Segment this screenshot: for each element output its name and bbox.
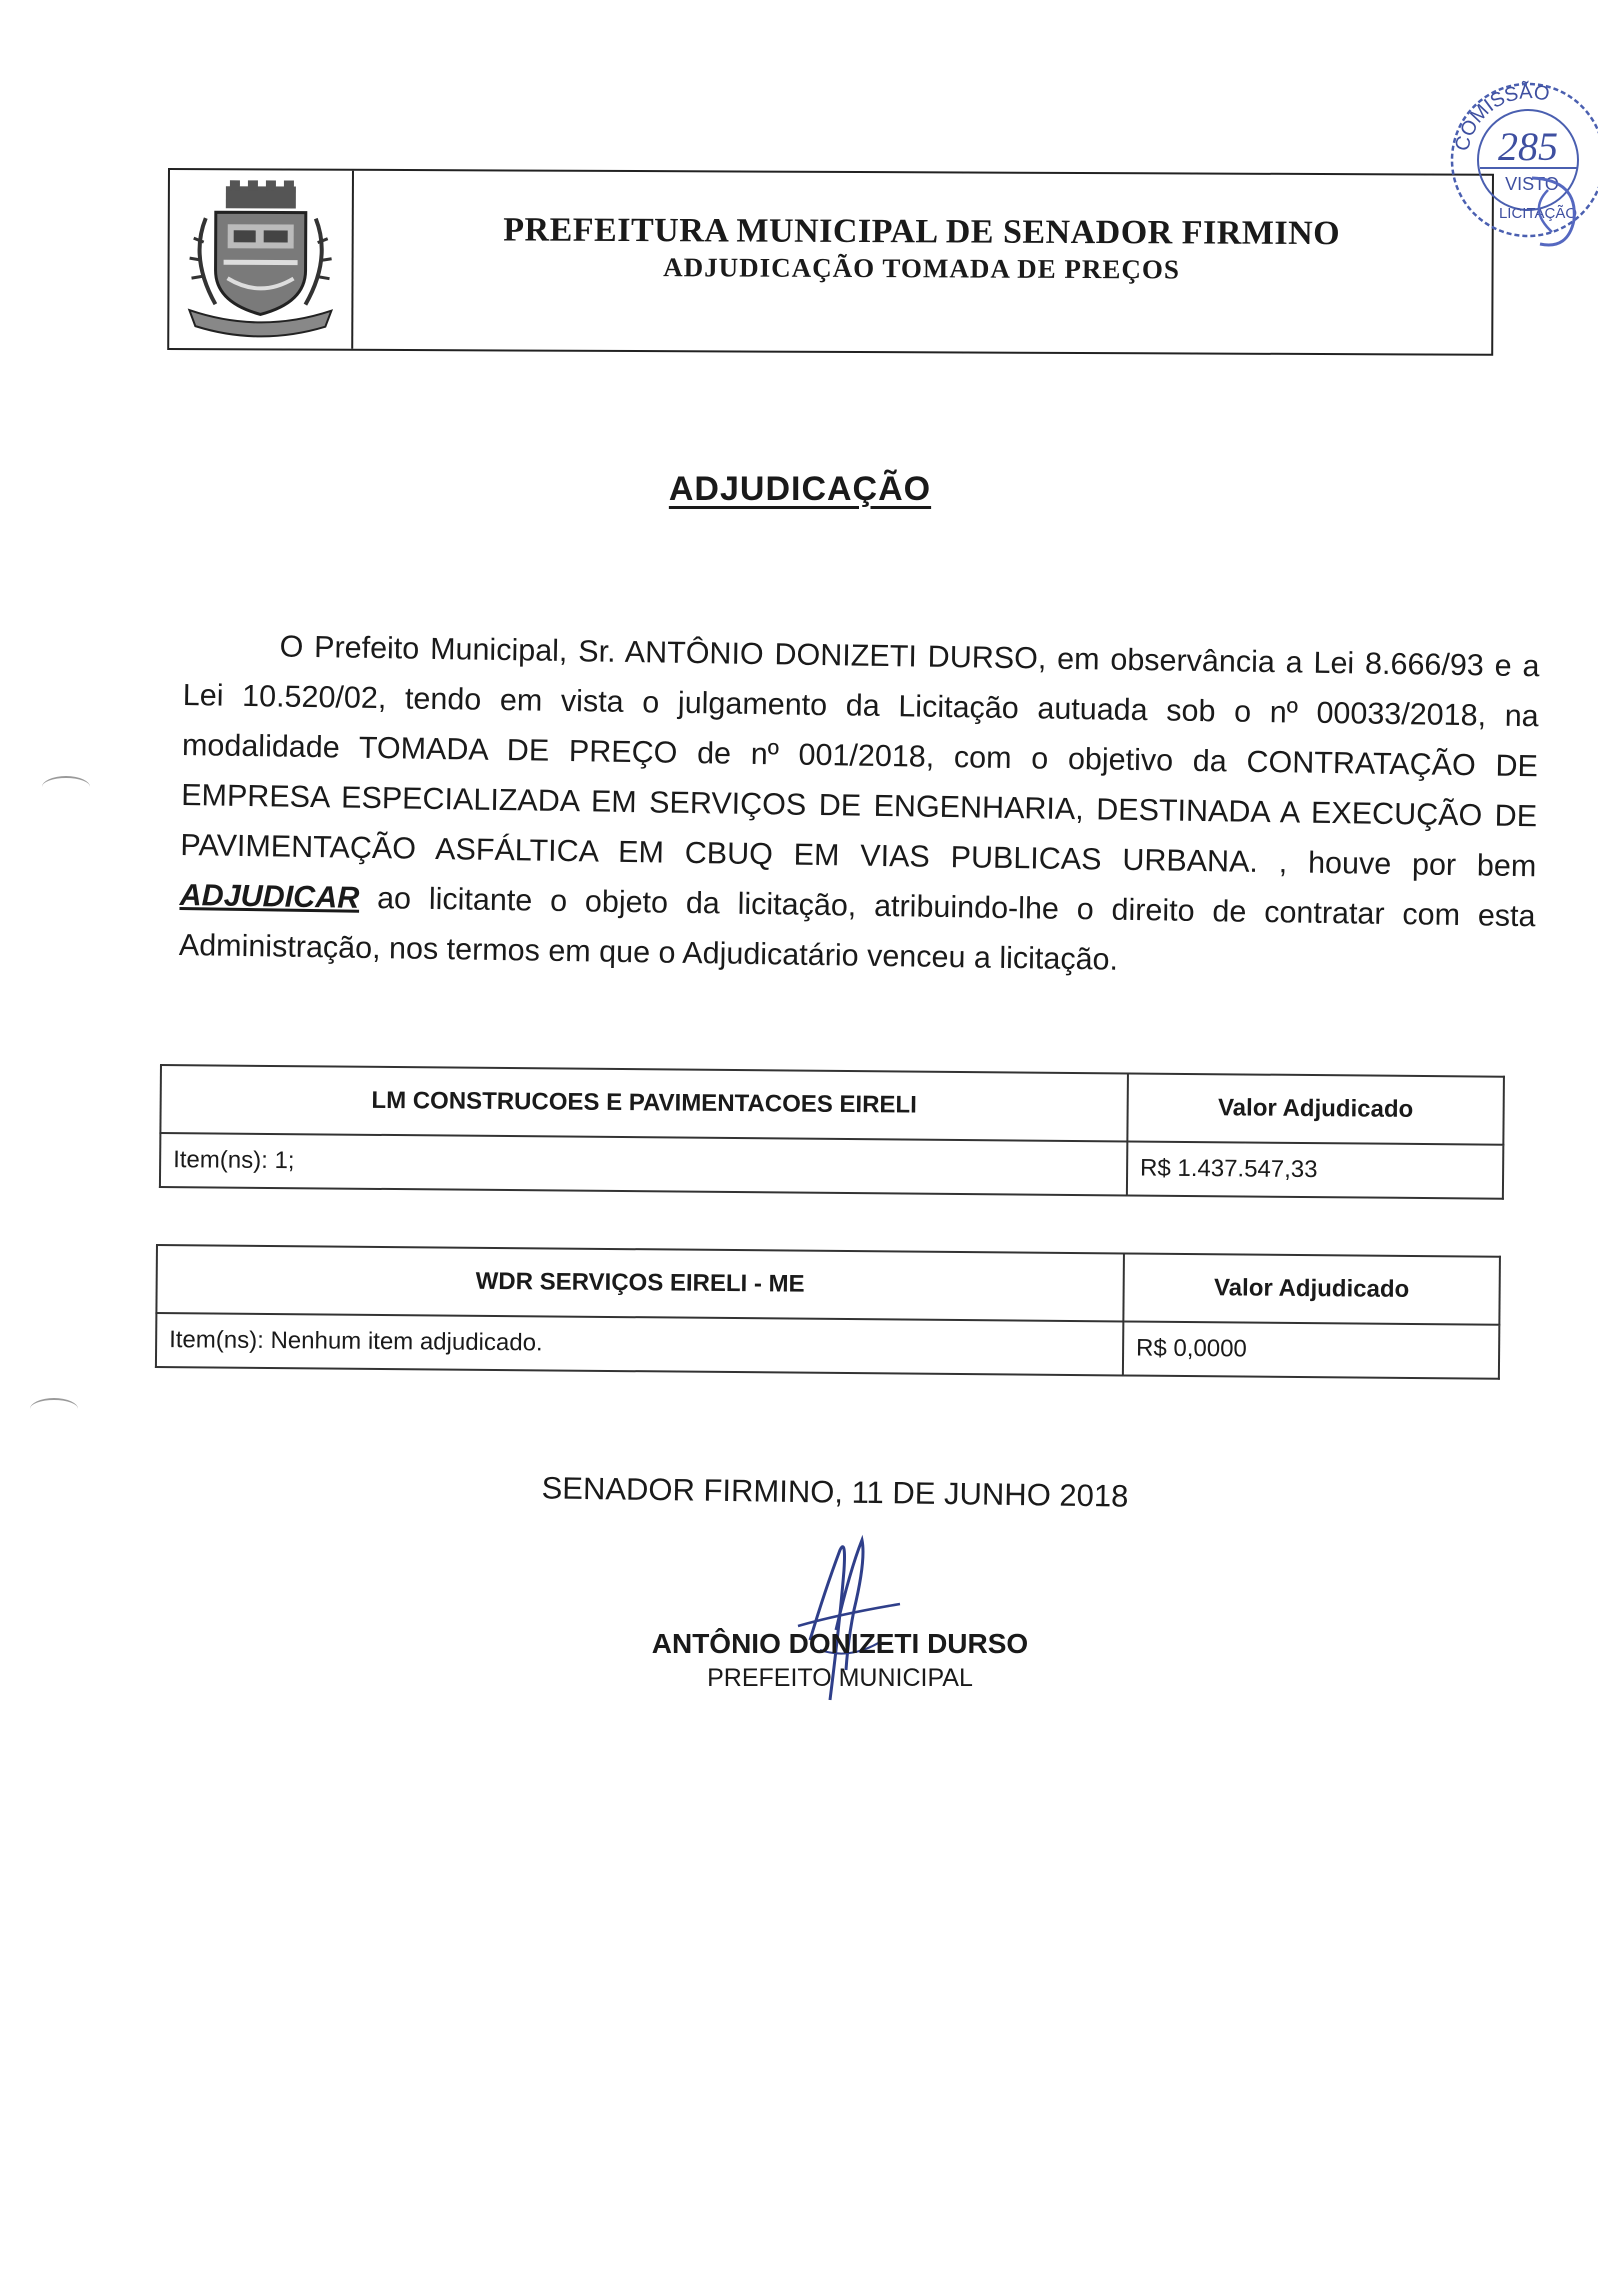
document-title xyxy=(0,470,1600,509)
award-value-header: Valor Adjudicado xyxy=(1123,1253,1500,1324)
punch-hole-mark xyxy=(30,1398,78,1420)
signer-name: ANTÔNIO DONIZETI DURSO xyxy=(651,1628,1029,1659)
signer-role: PREFEITO MUNICIPAL xyxy=(707,1664,973,1692)
stamp-number: 285 xyxy=(1498,124,1558,169)
award-items: Item(ns): 1; xyxy=(160,1133,1127,1195)
document-header xyxy=(167,168,1494,356)
commission-stamp xyxy=(1428,60,1598,270)
award-value-header: Valor Adjudicado xyxy=(1127,1073,1504,1144)
coat-of-arms-icon xyxy=(175,178,346,339)
adjudication-paragraph xyxy=(179,620,1540,991)
award-value: R$ 1.437.547,33 xyxy=(1127,1141,1504,1198)
award-table-1 xyxy=(159,1064,1505,1200)
paragraph-part-1: O Prefeito Municipal, Sr. ANTÔNIO DONIZETI DURSO, em observância a Lei 8.666/93 e a Lei 10.520/02, tendo em vista o julgamento da Licitação autuada sob o nº 00033/2018, na modalidade TOMADA DE PREÇO de nº 001/2018, com o objetivo da CONTRATAÇÃO DE EMPRESA ESPECIALIZADA EM SERVIÇOS DE ENGENHARIA, DESTINADA A EXECUÇÃO DE PAVIMENTAÇÃO ASFÁLTICA EM CBUQ EM VIAS PUBLICAS URBANA. , houve por bem xyxy=(180,629,1540,884)
award-company: LM CONSTRUCOES E PAVIMENTACOES EIRELI xyxy=(160,1065,1128,1141)
stamp-middle-text: VISTO xyxy=(1505,174,1559,194)
award-table-2 xyxy=(155,1244,1501,1380)
document-date: SENADOR FIRMINO, 11 DE JUNHO 2018 xyxy=(541,1470,1129,1514)
punch-hole-mark xyxy=(42,776,90,798)
award-items: Item(ns): Nenhum item adjudicado. xyxy=(156,1313,1123,1375)
header-title: PREFEITURA MUNICIPAL DE SENADOR FIRMINO xyxy=(503,211,1341,253)
award-value: R$ 0,0000 xyxy=(1123,1321,1500,1378)
paragraph-part-2: ao licitante o objeto da licitação, atribuindo-lhe o direito de contratar com esta Administração, nos termos em que o Adjudicatário venceu a licitação. xyxy=(178,880,1536,977)
header-subtitle: ADJUDICAÇÃO TOMADA DE PREÇOS xyxy=(663,252,1181,285)
stamp-seal-icon xyxy=(1428,60,1598,270)
paragraph-emphasis: ADJUDICAR xyxy=(179,877,360,915)
stamp-top-text: COMISSÃO xyxy=(1451,81,1552,154)
municipal-crest xyxy=(169,170,354,349)
document-title-text: ADJUDICAÇÃO xyxy=(668,470,932,508)
stamp-bottom-text: LICITAÇÃO xyxy=(1498,205,1578,222)
award-company: WDR SERVIÇOS EIRELI - ME xyxy=(156,1245,1124,1321)
